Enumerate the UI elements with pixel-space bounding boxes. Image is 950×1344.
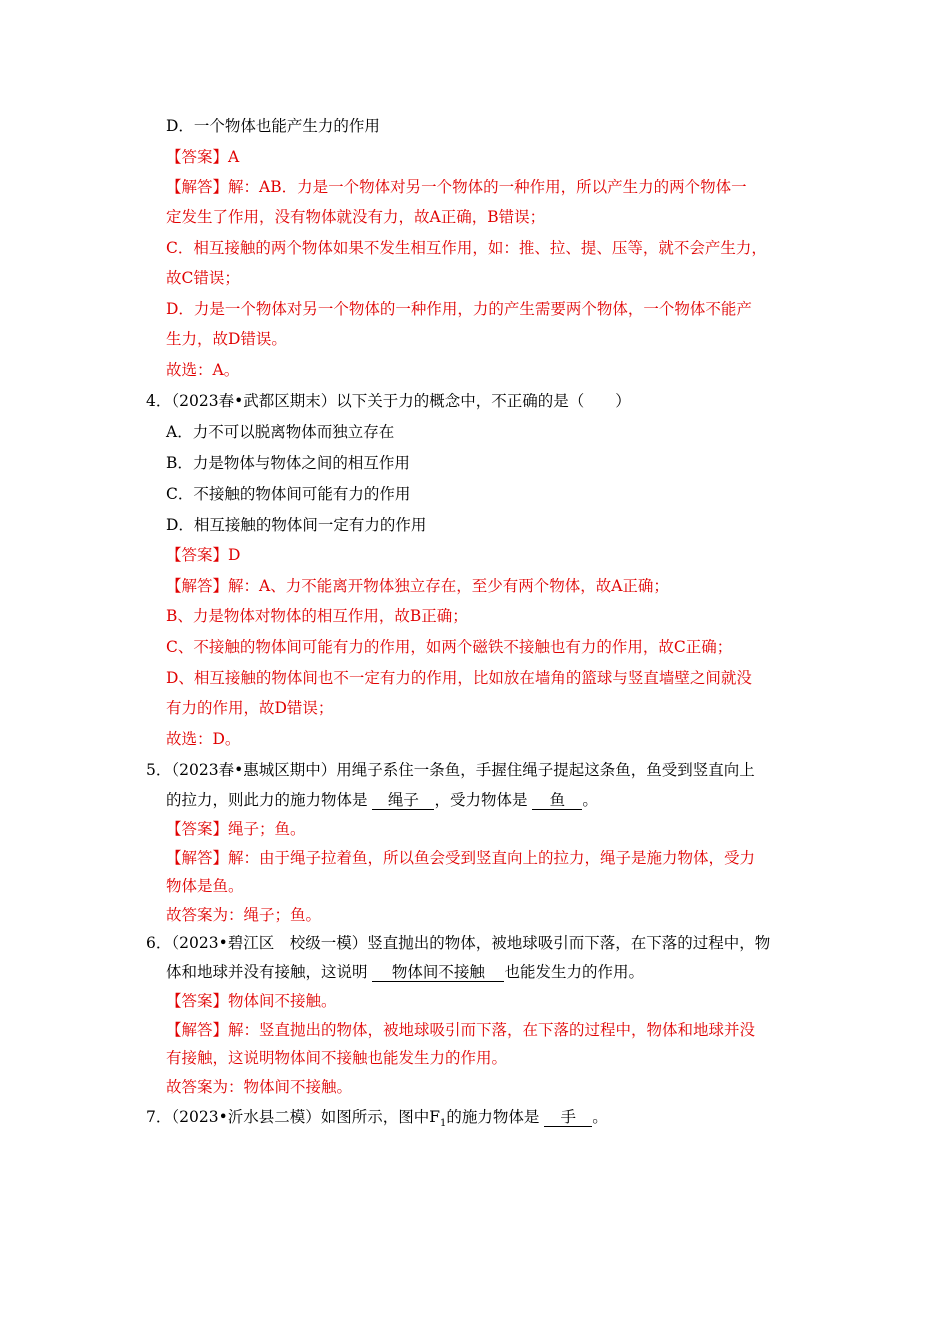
analysis-label: 【解答】 xyxy=(166,1021,229,1039)
q5-conclusion: 故答案为：绳子；鱼。 xyxy=(166,906,322,924)
answer-blank: 物体间不接触 xyxy=(372,963,504,982)
q6-conclusion: 故答案为：物体间不接触。 xyxy=(166,1078,353,1096)
q3-analysis-line-5: D．力是一个物体对另一个物体的一种作用，力的产生需要两个物体，一个物体不能产 xyxy=(166,300,752,318)
q3-analysis-line-1: 【解答】解：AB．力是一个物体对另一个物体的一种作用，所以产生力的两个物体一 xyxy=(166,178,747,196)
q6-analysis-line-1: 【解答】解：竖直抛出的物体，被地球吸引而下落，在下落的过程中，物体和地球并没 xyxy=(166,1021,756,1039)
answer-blank: 手 xyxy=(544,1108,592,1127)
answer-label: 【答案】 xyxy=(166,820,229,838)
answer-label: 【答案】 xyxy=(166,148,229,166)
q4-analysis-line-4: D、相互接触的物体间也不一定有力的作用，比如放在墙角的篮球与竖直墙壁之间就没 xyxy=(166,669,752,687)
q4-conclusion: 故选：D。 xyxy=(166,730,241,748)
answer-label: 【答案】 xyxy=(166,546,229,564)
q3-analysis-line-6: 生力，故D错误。 xyxy=(166,330,287,348)
q4-option-c: C．不接触的物体间可能有力的作用 xyxy=(166,485,411,503)
answer-blank: 鱼 xyxy=(532,791,582,810)
subscript: 1 xyxy=(439,1118,447,1130)
q4-analysis-line-5: 有力的作用，故D错误； xyxy=(166,699,334,717)
analysis-label: 【解答】 xyxy=(166,178,229,196)
answer-value: 绳子；鱼。 xyxy=(228,820,306,838)
q3-option-d: D．一个物体也能产生力的作用 xyxy=(166,117,380,135)
q3-analysis-line-4: 故C错误； xyxy=(166,269,240,287)
q6-stem-line-2: 体和地球并没有接触，这说明 物体间不接触 也能发生力的作用。 xyxy=(166,963,644,981)
answer-label: 【答案】 xyxy=(166,992,229,1010)
q4-option-d: D．相互接触的物体间一定有力的作用 xyxy=(166,516,427,534)
answer-value: D xyxy=(228,546,241,564)
q5-analysis-line-2: 物体是鱼。 xyxy=(166,877,244,895)
q4-stem: 4．（2023春•武都区期末）以下关于力的概念中，不正确的是（ ） xyxy=(146,392,631,410)
analysis-label: 【解答】 xyxy=(166,849,229,867)
q4-option-a: A．力不可以脱离物体而独立存在 xyxy=(166,423,395,441)
question-number: 5． xyxy=(146,761,172,779)
answer-value: 物体间不接触。 xyxy=(228,992,337,1010)
q6-analysis-line-2: 有接触，这说明物体间不接触也能发生力的作用。 xyxy=(166,1049,508,1067)
q4-answer xyxy=(166,545,240,565)
answer-value: A xyxy=(228,148,240,166)
question-number: 7． xyxy=(146,1108,172,1126)
q4-option-b: B．力是物体与物体之间的相互作用 xyxy=(166,454,410,472)
q3-conclusion: 故选：A。 xyxy=(166,361,240,379)
q6-stem-line-1: 6．（2023•碧江区 校级一模）竖直抛出的物体，被地球吸引而下落，在下落的过程中，物 xyxy=(146,934,771,952)
q5-answer xyxy=(166,819,306,839)
question-number: 4． xyxy=(146,392,172,410)
q4-analysis-line-1: 【解答】解：A、力不能离开物体独立存在，至少有两个物体，故A正确； xyxy=(166,577,669,595)
analysis-label: 【解答】 xyxy=(166,577,229,595)
q5-stem-line-2: 的拉力，则此力的施力物体是 绳子 ，受力物体是 鱼 。 xyxy=(166,791,598,809)
q5-analysis-line-1: 【解答】解：由于绳子拉着鱼，所以鱼会受到竖直向上的拉力，绳子是施力物体，受力 xyxy=(166,849,756,867)
question-number: 6． xyxy=(146,934,172,952)
q7-stem: 7．（2023•沂水县二模）如图所示，图中$F_1$的施力物体是 手 。 xyxy=(146,1108,608,1130)
q4-analysis-line-2: B、力是物体对物体的相互作用，故B正确； xyxy=(166,607,468,625)
q3-analysis-line-3: C．相互接触的两个物体如果不发生相互作用，如：推、拉、提、压等，就不会产生力， xyxy=(166,239,767,257)
q3-answer xyxy=(166,147,239,167)
q3-analysis-line-2: 定发生了作用，没有物体就没有力，故A正确，B错误； xyxy=(166,208,546,226)
q4-analysis-line-3: C、不接触的物体间可能有力的作用，如两个磁铁不接触也有力的作用，故C正确； xyxy=(166,638,733,656)
answer-blank: 绳子 xyxy=(372,791,434,810)
q5-stem-line-1: 5．（2023春•惠城区期中）用绳子系住一条鱼，手握住绳子提起这条鱼，鱼受到竖直向上 xyxy=(146,761,755,779)
q6-answer xyxy=(166,991,337,1011)
